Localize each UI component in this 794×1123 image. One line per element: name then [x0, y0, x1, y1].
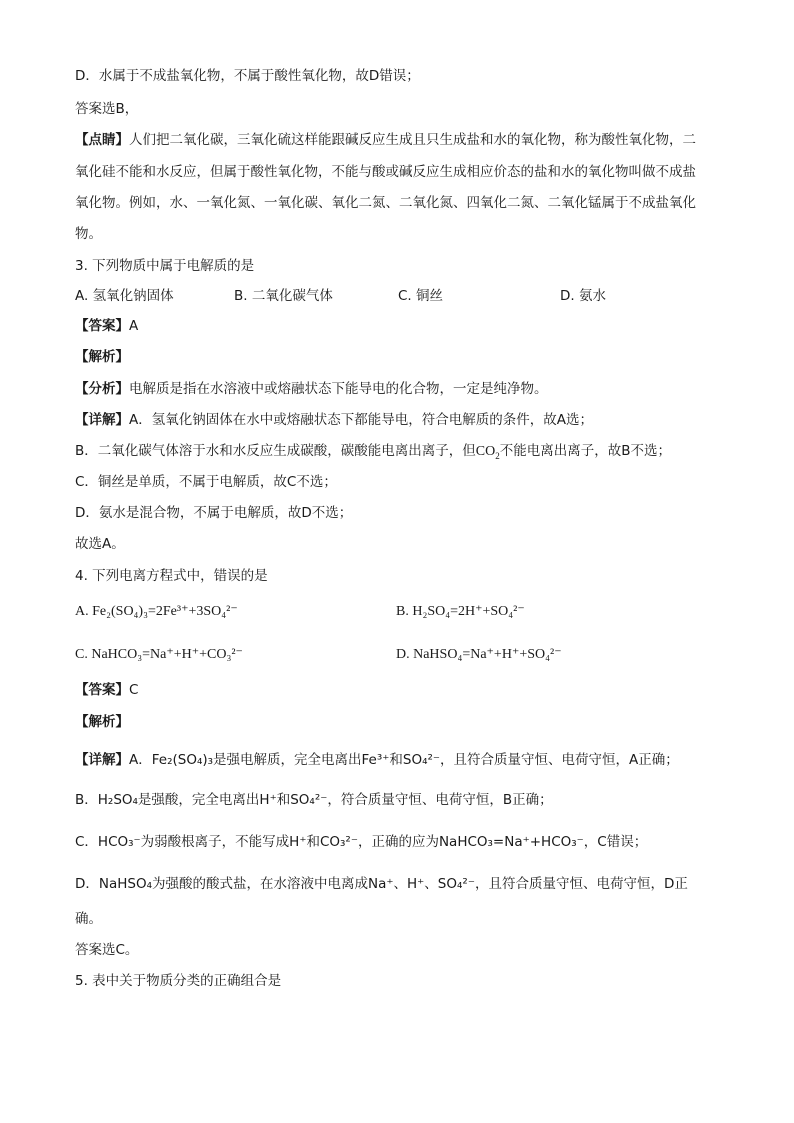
q4-conclusion: 答案选C。 [75, 942, 139, 958]
q3-jiexi-label [75, 347, 719, 367]
q4-option-d: D. NaHSO₄=Na⁺+H⁺+SO₄²⁻ [396, 647, 562, 662]
q4-option-a: A. Fe₂(SO₄)₃=2Fe³⁺+3SO₄²⁻ [75, 604, 238, 619]
q3-detail-b-formula [476, 444, 500, 459]
tip-bracket-label: 【点睛】 [75, 132, 129, 148]
tip-line-2: 氧化硅不能和水反应，但属于酸性氧化物，不能与酸或碱反应生成相应价态的盐和水的氧化物叫做不成盐 [75, 164, 696, 180]
q3-conclusion: 故选A。 [75, 536, 125, 552]
q3-option-c: C. 铜丝 [398, 288, 444, 304]
q3-detail-c-line: C．铜丝是单质，不属于电解质，故C不选； [75, 474, 337, 490]
q3-formula-co: CO [475, 444, 496, 459]
q3-detail-d-line: D．氨水是混合物，不属于电解质，故D不选； [75, 505, 353, 521]
q4-answer-value: C [129, 682, 139, 698]
tip-line-4: 物。 [75, 226, 102, 242]
q4-detail-d-line-1: D．NaHSO₄为强酸的酸式盐，在水溶液中电离成Na⁺、H⁺、SO₄²⁻，且符合质量守恒、电荷守恒，D正 [75, 876, 688, 892]
q4-detail-label: 【详解】 [75, 752, 129, 768]
q4-detail-d-line-2: 确。 [75, 911, 102, 927]
q3-option-d: D. 氨水 [560, 288, 606, 304]
q4-detail-b-line: B．H₂SO₄是强酸，完全电离出H⁺和SO₄²⁻，符合质量守恒、电荷守恒，B正确； [75, 792, 553, 808]
q4-detail-a-text: A．Fe₂(SO₄)₃是强电解质，完全电离出Fe³⁺和SO₄²⁻，且符合质量守恒、电荷守恒，A正确； [129, 752, 679, 768]
prev-answer-line: 答案选B， [75, 101, 139, 117]
q3-detail-a-text: A．氢氧化钠固体在水中或熔融状态下都能导电，符合电解质的条件，故A选； [129, 412, 593, 428]
q4-detail-c-line: C．HCO₃⁻为弱酸根离子，不能写成H⁺和CO₃²⁻，正确的应为NaHCO₃=Na⁺+HCO₃⁻，C错误； [75, 834, 648, 850]
q3-formula-sub: 2 [495, 450, 500, 461]
q3-answer-line [75, 316, 719, 336]
q3-option-a: A. 氢氧化钠固体 [75, 288, 174, 304]
q3-jiexi-text: 【解析】 [75, 349, 129, 365]
q4-detail-a-line [75, 750, 719, 770]
q3-detail-label: 【详解】 [75, 412, 129, 428]
q3-analysis-label: 【分析】 [75, 381, 129, 397]
q3-answer-label: 【答案】 [75, 318, 129, 334]
q4-answer-line [75, 680, 719, 700]
q3-detail-b-text-1: B．二氧化碳气体溶于水和水反应生成碳酸，碳酸能电离出离子，但 [75, 443, 476, 459]
tip-line-1 [75, 130, 719, 150]
q4-option-c: C. NaHCO₃=Na⁺+H⁺+CO₃²⁻ [75, 647, 243, 662]
q3-answer-value: A [129, 318, 139, 334]
q3-analysis-text: 电解质是指在水溶液中或熔融状态下能导电的化合物，一定是纯净物。 [129, 381, 548, 397]
q3-option-b: B. 二氧化碳气体 [234, 288, 333, 304]
q4-answer-label: 【答案】 [75, 682, 129, 698]
tip-text-1: 人们把二氧化碳，三氧化硫这样能跟碱反应生成且只生成盐和水的氧化物，称为酸性氧化物，二 [129, 132, 696, 148]
q3-detail-a-line [75, 410, 719, 430]
q5-stem: 5. 表中关于物质分类的正确组合是 [75, 973, 282, 989]
q4-option-b: B. H₂SO₄=2H⁺+SO₄²⁻ [396, 604, 525, 619]
prev-option-d-explanation: D．水属于不成盐氧化物，不属于酸性氧化物，故D错误； [75, 68, 420, 84]
q4-stem: 4. 下列电离方程式中，错误的是 [75, 568, 268, 584]
q3-analysis-line [75, 379, 719, 399]
q3-detail-b-line [75, 441, 719, 462]
q3-detail-b-text-2: 不能电离出离子，故B不选； [499, 443, 671, 459]
tip-line-3: 氧化物。例如，水、一氧化氮、一氧化碳、氧化二氮、二氧化氮、四氧化二氮、二氧化锰属于不成盐氧化 [75, 195, 696, 211]
q3-stem: 3. 下列物质中属于电解质的是 [75, 258, 255, 274]
q4-jiexi-label [75, 712, 719, 732]
q4-jiexi-text: 【解析】 [75, 714, 129, 730]
